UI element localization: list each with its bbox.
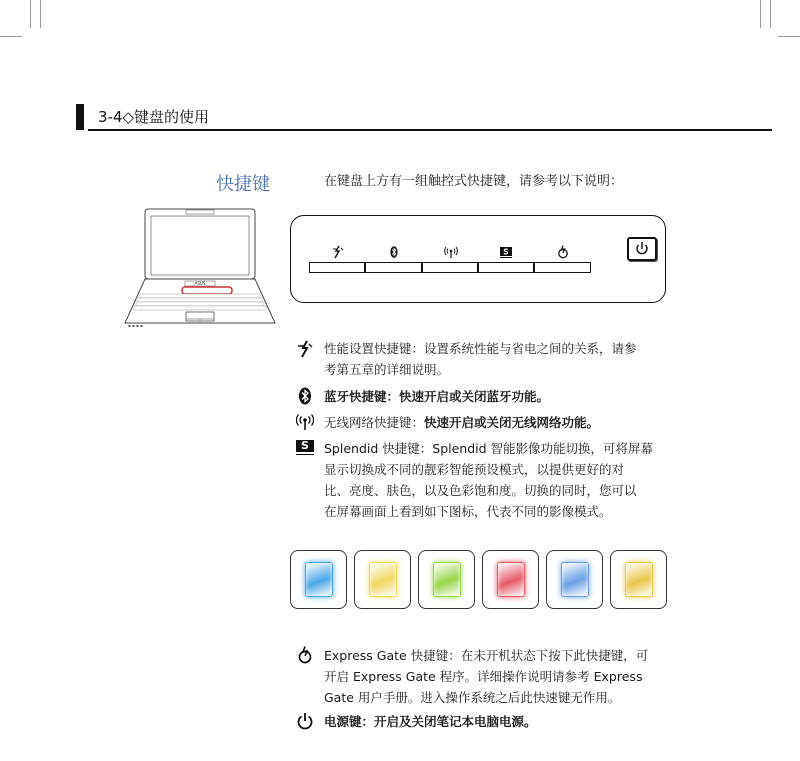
hotkey-desc-wireless bbox=[324, 412, 599, 433]
splendid-mode-night bbox=[610, 550, 667, 609]
panel-key-wireless[interactable] bbox=[422, 262, 478, 273]
header-rule bbox=[88, 129, 772, 131]
panel-key-express-gate[interactable] bbox=[534, 262, 591, 273]
mode-cube bbox=[369, 562, 397, 597]
mode-cube bbox=[497, 562, 525, 597]
mode-cube bbox=[433, 562, 461, 597]
power-icon bbox=[296, 712, 314, 730]
crop-mark bbox=[40, 0, 41, 28]
splendid-mode-soft bbox=[482, 550, 539, 609]
crop-mark bbox=[30, 0, 31, 28]
hotkey-desc-power: 电源键：开启及关闭笔记本电脑电源。 bbox=[324, 714, 537, 729]
hotkey-desc-bluetooth: 蓝牙快捷键：快速开启或关闭蓝牙功能。 bbox=[324, 389, 550, 404]
performance-icon bbox=[296, 340, 314, 358]
hotkey-desc-performance: 性能设置快捷键：设置系统性能与省电之间的关系，请参 考第五章的详细说明。 bbox=[324, 341, 637, 377]
crop-mark bbox=[778, 36, 800, 37]
mode-cube bbox=[561, 562, 589, 597]
bluetooth-icon bbox=[296, 387, 314, 405]
header-bar bbox=[76, 104, 84, 130]
crop-mark bbox=[760, 0, 761, 28]
splendid-icon bbox=[498, 245, 514, 259]
section-intro: 在键盘上方有一组触控式快捷键，请参考以下说明： bbox=[324, 174, 624, 189]
performance-icon bbox=[330, 245, 346, 259]
section-title: 快捷键 bbox=[216, 174, 270, 195]
hotkey-desc-splendid: Splendid 快捷键：Splendid 智能影像功能切换，可将屏幕 显示切换成不同的靓彩智能预设模式，以提供更好的对 比、亮度、肤色，以及色彩饱和度。切换的同时，您可以 在屏幕画面上看到如下图标，代表不同的影像模式。 bbox=[324, 441, 654, 519]
svg-text:S: S bbox=[503, 247, 509, 257]
wireless-icon bbox=[296, 413, 314, 431]
wireless-desc-label: 无线网络快捷键： bbox=[324, 415, 425, 430]
laptop-illustration bbox=[120, 205, 280, 330]
power-button[interactable] bbox=[627, 237, 657, 261]
splendid-mode-normal bbox=[290, 550, 347, 609]
wireless-desc-text: 快速开启或关闭无线网络功能。 bbox=[424, 415, 600, 430]
svg-text:ASUS: ASUS bbox=[194, 281, 206, 286]
splendid-mode-theater bbox=[354, 550, 411, 609]
page-header-title: 3-4◇键盘的使用 bbox=[98, 108, 210, 126]
splendid-mode-gaming bbox=[546, 550, 603, 609]
splendid-mode-vivid bbox=[418, 550, 475, 609]
bluetooth-icon bbox=[386, 245, 402, 259]
crop-mark bbox=[0, 36, 22, 37]
hotkey-panel bbox=[290, 215, 666, 303]
express-gate-icon bbox=[555, 245, 571, 259]
mode-cube bbox=[625, 562, 653, 597]
wireless-icon bbox=[443, 245, 459, 259]
power-icon bbox=[629, 239, 655, 259]
panel-key-bluetooth[interactable] bbox=[365, 262, 422, 273]
splendid-badge: S bbox=[296, 440, 314, 452]
crop-mark bbox=[770, 0, 771, 28]
hotkey-desc-express-gate: Express Gate 快捷键：在未开机状态下按下此快捷键，可 开启 Express Gate 程序。详细操作说明请参考 Express Gate 用户手册。进入操作系统之后此快速键无作用。 bbox=[324, 648, 649, 705]
express-gate-icon bbox=[296, 646, 314, 664]
svg-text:▪ ▪ ▪ ▪: ▪ ▪ ▪ ▪ bbox=[128, 323, 143, 328]
panel-key-splendid[interactable] bbox=[478, 262, 534, 273]
mode-cube bbox=[305, 562, 333, 597]
splendid-icon bbox=[296, 440, 314, 455]
panel-key-performance[interactable] bbox=[309, 262, 365, 273]
